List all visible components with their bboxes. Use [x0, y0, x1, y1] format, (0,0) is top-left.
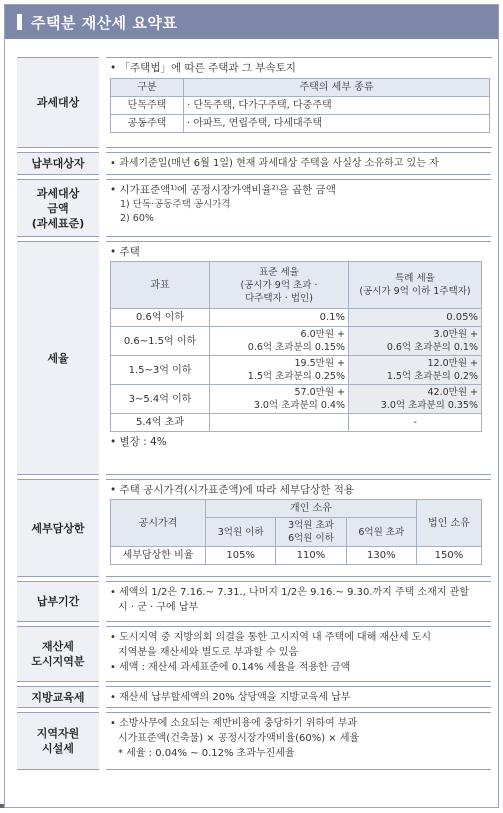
table-row — [111, 547, 482, 565]
tax-base-note: 1) 단독·공동주택 공시가격 — [120, 199, 231, 210]
tax-base-bullet: • 시가표준액¹⁾에 공정시장가액비율²⁾을 곱한 금액 — [110, 183, 489, 198]
content-taxpayer — [106, 152, 491, 175]
rate-special-cell: 12.0만원 + 1.5억 초과분의 0.2% — [349, 356, 482, 385]
house-type-cell: · 단독주택, 다가구주택, 다중주택 — [184, 97, 490, 115]
row-education-tax — [17, 686, 491, 708]
table-row — [111, 385, 482, 414]
burden-header-col: 6억원 초과 — [346, 518, 416, 547]
label-tax-rate: 세율 — [17, 241, 99, 475]
content-burden-cap — [106, 479, 491, 577]
taxpayer-text: • 과세기준일(매년 6월 1일) 현재 과세대상 주택을 사실상 소유하고 있는 자 — [110, 158, 439, 169]
table-row — [111, 97, 490, 115]
label-tax-base: 과세대상 금액 (과세표준) — [17, 179, 99, 237]
row-city-area-tax — [17, 626, 491, 682]
label-education-tax: 지방교육세 — [17, 686, 99, 708]
regional-tax-line: 시가표준액(건축물) × 공정시장가액비율(60%) × 세율 — [118, 733, 360, 744]
burden-header-personal: 개인 소유 — [206, 500, 417, 518]
city-area-amount: • 세액 : 재산세 과세표준에 0.14% 세율을 적용한 금액 — [110, 660, 489, 675]
label-city-area-tax: 재산세 도시지역분 — [17, 626, 99, 682]
burden-value: 110% — [276, 547, 346, 565]
label-payment-period: 납부기간 — [17, 581, 99, 622]
rate-standard-cell: 19.5만원 + 1.5억 초과분의 0.25% — [210, 356, 349, 385]
corner-mark — [0, 804, 4, 808]
burden-row-label: 세부담상한 비율 — [111, 547, 206, 565]
rate-standard-cell: 57.0만원 + 3.0억 초과분의 0.4% — [210, 385, 349, 414]
table-row — [111, 356, 482, 385]
page-title: 주택분 재산세 요약표 — [31, 14, 178, 32]
tax-rate-bullet: • 주택 — [110, 245, 489, 260]
row-payment-period — [17, 581, 491, 622]
rate-base-cell: 0.6~1.5억 이하 — [111, 327, 210, 356]
regional-tax-line: • 소방사무에 소요되는 제반비용에 충당하기 위하여 부과 — [110, 716, 489, 731]
tax-base-note: 2) 60% — [120, 213, 154, 224]
burden-header-col: 3억원 초과 6억원 이하 — [276, 518, 346, 547]
tax-rate-table — [110, 261, 482, 432]
house-type-cell: 단독주택 — [111, 97, 184, 115]
rate-special-cell: - — [349, 414, 482, 432]
house-type-table — [110, 78, 490, 133]
content-tax-target — [106, 57, 492, 148]
regional-tax-note: * 세율 : 0.04% ~ 0.12% 초과누진세율 — [118, 748, 295, 759]
summary-panel — [4, 4, 499, 808]
burden-header-price: 공시가격 — [111, 500, 206, 547]
summary-content — [17, 57, 491, 774]
content-payment-period — [106, 581, 491, 622]
tax-target-bullet: • 「주택법」에 따른 주택과 그 부속토지 — [110, 61, 490, 76]
burden-cap-bullet: • 주택 공시가격(시가표준액)에 따라 세부담상한 적용 — [110, 483, 489, 498]
table-row — [111, 327, 482, 356]
rate-header-standard: 표준 세율 (공시가 9억 초과 · 다주택자 · 법인) — [210, 262, 349, 309]
burden-value: 150% — [416, 547, 481, 565]
burden-header-corporate: 법인 소유 — [416, 500, 481, 547]
house-type-cell: · 아파트, 연립주택, 다세대주택 — [184, 115, 490, 133]
title-marker — [17, 14, 22, 30]
rate-special-cell: 0.05% — [349, 309, 482, 327]
burden-value: 130% — [346, 547, 416, 565]
rate-standard-cell — [210, 414, 349, 432]
row-taxpayer — [17, 152, 491, 175]
row-tax-rate — [17, 241, 491, 475]
education-tax-text: • 재산세 납부할세액의 20% 상당액을 지방교육세 납부 — [110, 692, 350, 703]
house-type-cell: 공동주택 — [111, 115, 184, 133]
rate-base-cell: 5.4억 초과 — [111, 414, 210, 432]
house-type-header-kind: 구분 — [111, 79, 184, 97]
city-area-line: • 도시지역 중 지방의회 의결을 통한 고시지역 내 주택에 대해 재산세 도시 — [110, 630, 489, 645]
content-tax-rate — [106, 241, 491, 475]
label-regional-tax: 지역자원 시설세 — [17, 712, 99, 770]
rate-special-cell: 3.0만원 + 0.6억 초과분의 0.1% — [349, 327, 482, 356]
rate-base-cell: 3~5.4억 이하 — [111, 385, 210, 414]
burden-cap-table — [110, 499, 482, 565]
payment-period-line: • 세액의 1/2은 7.16.~ 7.31., 나머지 1/2은 9.16.~ 9.30.까지 주택 소재지 관할 — [110, 585, 489, 600]
table-row — [111, 414, 482, 432]
villa-rate: • 별장 : 4% — [110, 435, 489, 450]
row-tax-base — [17, 179, 491, 237]
rate-standard-cell: 0.1% — [210, 309, 349, 327]
content-regional-tax — [106, 712, 491, 770]
row-regional-tax — [17, 712, 491, 770]
content-education-tax — [106, 686, 491, 708]
rate-header-special: 특례 세율 (공시가 9억 이하 1주택자) — [349, 262, 482, 309]
rate-standard-cell: 6.0만원 + 0.6억 초과분의 0.15% — [210, 327, 349, 356]
table-row — [111, 115, 490, 133]
house-type-header-detail: 주택의 세부 종류 — [184, 79, 490, 97]
rate-base-cell: 0.6억 이하 — [111, 309, 210, 327]
city-area-line: 지역분을 재산세와 별도로 부과할 수 있음 — [118, 647, 299, 658]
burden-header-col: 3억원 이하 — [206, 518, 276, 547]
title-bar — [5, 5, 498, 39]
label-taxpayer: 납부대상자 — [17, 152, 99, 175]
burden-value: 105% — [206, 547, 276, 565]
row-burden-cap — [17, 479, 491, 577]
row-tax-target — [17, 57, 491, 148]
table-row — [111, 309, 482, 327]
content-city-area-tax — [106, 626, 491, 682]
rate-base-cell: 1.5~3억 이하 — [111, 356, 210, 385]
payment-period-line: 시 · 군 · 구에 납부 — [118, 602, 199, 613]
rate-header-base: 과표 — [111, 262, 210, 309]
rate-special-cell: 42.0만원 + 3.0억 초과분의 0.35% — [349, 385, 482, 414]
label-tax-target: 과세대상 — [17, 57, 99, 148]
label-burden-cap: 세부담상한 — [17, 479, 99, 577]
content-tax-base — [106, 179, 491, 237]
